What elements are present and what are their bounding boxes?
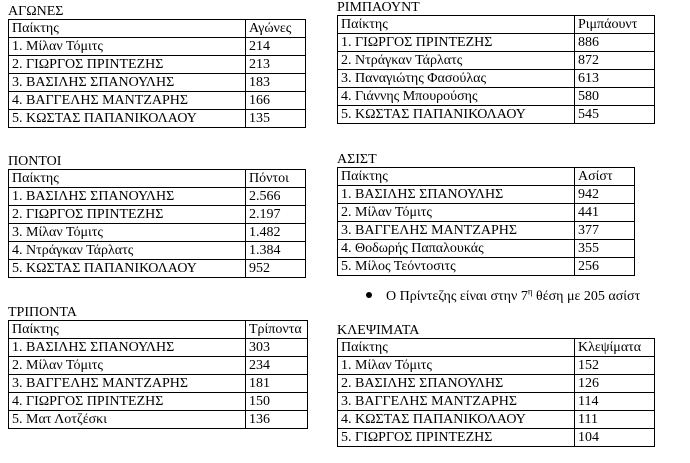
table-row	[338, 70, 655, 88]
value-cell: 256	[575, 258, 635, 276]
table-row	[338, 393, 655, 411]
header-player: Παίκτης	[338, 16, 575, 34]
note-ordinal-superscript: η	[527, 286, 533, 297]
table-row	[338, 258, 635, 276]
player-cell: 2. Ντράγκαν Τάρλατς	[338, 52, 575, 70]
table-row	[9, 56, 306, 74]
player-cell: 2. ΓΙΩΡΓΟΣ ΠΡΙΝΤΕΖΗΣ	[9, 56, 246, 74]
steals-table	[337, 338, 655, 447]
table-header-row	[9, 321, 308, 339]
rebounds-title: ΡΙΜΠΑΟΥΝΤ	[337, 0, 420, 15]
header-value: Κλεψίματα	[575, 339, 655, 357]
player-cell: 3. ΒΑΓΓΕΛΗΣ ΜΑΝΤΖΑΡΗΣ	[338, 393, 575, 411]
value-cell: 214	[246, 38, 306, 56]
table-row	[338, 186, 635, 204]
player-cell: 2. ΒΑΣΙΛΗΣ ΣΠΑΝΟΥΛΗΣ	[338, 375, 575, 393]
player-cell: 1. ΒΑΣΙΛΗΣ ΣΠΑΝΟΥΛΗΣ	[9, 339, 246, 357]
player-cell: 5. Ματ Λοτζέσκι	[9, 411, 246, 429]
player-cell: 1. ΓΙΩΡΓΟΣ ΠΡΙΝΤΕΖΗΣ	[338, 34, 575, 52]
player-cell: 2. ΓΙΩΡΓΟΣ ΠΡΙΝΤΕΖΗΣ	[9, 206, 246, 224]
header-value: Ασίστ	[575, 168, 635, 186]
table-row	[9, 74, 306, 92]
assists-table	[337, 167, 635, 276]
value-cell: 114	[575, 393, 655, 411]
player-cell: 5. ΚΩΣΤΑΣ ΠΑΠΑΝΙΚΟΛΑΟΥ	[9, 260, 246, 278]
rebounds-block	[337, 0, 655, 124]
table-row	[338, 375, 655, 393]
header-value: Ριμπάουντ	[575, 16, 655, 34]
header-value: Αγώνες	[246, 20, 306, 38]
points-table	[8, 169, 306, 278]
rebounds-table	[337, 15, 655, 124]
table-row	[338, 357, 655, 375]
table-row	[9, 357, 308, 375]
steals-block	[337, 323, 655, 447]
player-cell: 5. Μίλος Τεόντοσιτς	[338, 258, 575, 276]
player-cell: 5. ΚΩΣΤΑΣ ΠΑΠΑΝΙΚΟΛΑΟΥ	[9, 110, 246, 128]
value-cell: 545	[575, 106, 655, 124]
player-cell: 1. Μίλαν Τόμιτς	[9, 38, 246, 56]
table-header-row	[338, 339, 655, 357]
header-player: Παίκτης	[9, 20, 246, 38]
table-row	[338, 88, 655, 106]
value-cell: 942	[575, 186, 635, 204]
threes-block	[8, 305, 308, 429]
header-value: Πόντοι	[246, 170, 306, 188]
player-cell: 3. ΒΑΣΙΛΗΣ ΣΠΑΝΟΥΛΗΣ	[9, 74, 246, 92]
value-cell: 1.482	[246, 224, 306, 242]
table-row	[338, 34, 655, 52]
points-block	[8, 154, 306, 278]
player-cell: 2. Μίλαν Τόμιτς	[338, 204, 575, 222]
value-cell: 166	[246, 92, 306, 110]
table-row	[338, 222, 635, 240]
table-row	[338, 52, 655, 70]
table-row	[338, 106, 655, 124]
player-cell: 4. Γιάννης Μπουρούσης	[338, 88, 575, 106]
value-cell: 1.384	[246, 242, 306, 260]
value-cell: 104	[575, 429, 655, 447]
points-title: ΠΟΝΤΟΙ	[8, 154, 62, 169]
table-row	[9, 339, 308, 357]
assists-note	[366, 288, 640, 305]
table-row	[9, 110, 306, 128]
player-cell: 2. Μίλαν Τόμιτς	[9, 357, 246, 375]
table-row	[338, 429, 655, 447]
header-value: Τρίποντα	[246, 321, 308, 339]
value-cell: 135	[246, 110, 306, 128]
table-row	[9, 224, 306, 242]
header-player: Παίκτης	[9, 170, 246, 188]
steals-title: ΚΛΕΨΙΜΑΤΑ	[337, 323, 420, 338]
player-cell: 5. ΓΙΩΡΓΟΣ ΠΡΙΝΤΕΖΗΣ	[338, 429, 575, 447]
player-cell: 4. Ντράγκαν Τάρλατς	[9, 242, 246, 260]
table-row	[9, 188, 306, 206]
player-cell: 5. ΚΩΣΤΑΣ ΠΑΠΑΝΙΚΟΛΑΟΥ	[338, 106, 575, 124]
value-cell: 2.566	[246, 188, 306, 206]
games-table	[8, 19, 306, 128]
player-cell: 4. Θοδωρής Παπαλουκάς	[338, 240, 575, 258]
threes-table	[8, 320, 308, 429]
value-cell: 111	[575, 411, 655, 429]
value-cell: 441	[575, 204, 635, 222]
table-row	[338, 411, 655, 429]
player-cell: 4. ΓΙΩΡΓΟΣ ΠΡΙΝΤΕΖΗΣ	[9, 393, 246, 411]
value-cell: 886	[575, 34, 655, 52]
table-row	[9, 411, 308, 429]
games-title: ΑΓΩΝΕΣ	[8, 4, 64, 19]
value-cell: 234	[246, 357, 308, 375]
player-cell: 3. ΒΑΓΓΕΛΗΣ ΜΑΝΤΖΑΡΗΣ	[338, 222, 575, 240]
header-player: Παίκτης	[9, 321, 246, 339]
player-cell: 4. ΚΩΣΤΑΣ ΠΑΠΑΝΙΚΟΛΑΟΥ	[338, 411, 575, 429]
games-block	[8, 4, 306, 128]
value-cell: 152	[575, 357, 655, 375]
bullet-icon	[366, 292, 372, 298]
value-cell: 377	[575, 222, 635, 240]
value-cell: 580	[575, 88, 655, 106]
header-player: Παίκτης	[338, 168, 575, 186]
player-cell: 3. Παναγιώτης Φασούλας	[338, 70, 575, 88]
value-cell: 126	[575, 375, 655, 393]
table-row	[9, 92, 306, 110]
table-header-row	[338, 168, 635, 186]
table-row	[9, 260, 306, 278]
assists-block	[337, 152, 635, 276]
table-row	[9, 393, 308, 411]
value-cell: 952	[246, 260, 306, 278]
player-cell: 1. ΒΑΣΙΛΗΣ ΣΠΑΝΟΥΛΗΣ	[9, 188, 246, 206]
player-cell: 1. ΒΑΣΙΛΗΣ ΣΠΑΝΟΥΛΗΣ	[338, 186, 575, 204]
table-header-row	[338, 16, 655, 34]
note-text-before: Ο Πρίντεζης είναι στην 7	[386, 289, 528, 304]
table-row	[338, 240, 635, 258]
value-cell: 183	[246, 74, 306, 92]
value-cell: 136	[246, 411, 308, 429]
player-cell: 3. Μίλαν Τόμιτς	[9, 224, 246, 242]
value-cell: 213	[246, 56, 306, 74]
table-row	[9, 242, 306, 260]
value-cell: 355	[575, 240, 635, 258]
table-row	[9, 38, 306, 56]
player-cell: 4. ΒΑΓΓΕΛΗΣ ΜΑΝΤΖΑΡΗΣ	[9, 92, 246, 110]
value-cell: 150	[246, 393, 308, 411]
note-text-after: θέση με 205 ασίστ	[532, 289, 641, 304]
assists-title: ΑΣΙΣΤ	[337, 152, 377, 167]
table-row	[9, 206, 306, 224]
value-cell: 303	[246, 339, 308, 357]
value-cell: 613	[575, 70, 655, 88]
table-row	[338, 204, 635, 222]
player-cell: 1. Μίλαν Τόμιτς	[338, 357, 575, 375]
value-cell: 872	[575, 52, 655, 70]
threes-title: ΤΡΙΠΟΝΤΑ	[8, 305, 77, 320]
table-header-row	[9, 170, 306, 188]
header-player: Παίκτης	[338, 339, 575, 357]
table-row	[9, 375, 308, 393]
player-cell: 3. ΒΑΓΓΕΛΗΣ ΜΑΝΤΖΑΡΗΣ	[9, 375, 246, 393]
table-header-row	[9, 20, 306, 38]
value-cell: 2.197	[246, 206, 306, 224]
value-cell: 181	[246, 375, 308, 393]
